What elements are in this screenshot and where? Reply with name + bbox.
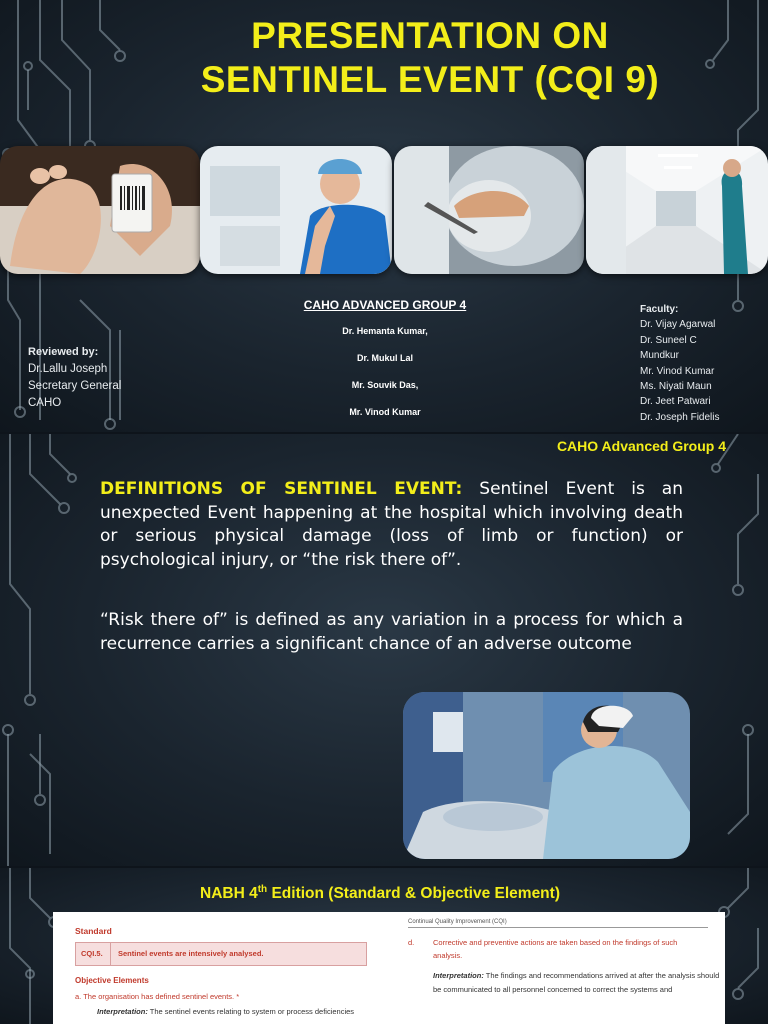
member-name: Mr. Vinod Kumar (349, 407, 421, 417)
title-line-1: PRESENTATION ON (251, 15, 609, 56)
faculty-line: Dr. Joseph Fidelis (640, 411, 720, 423)
circuit-decoration-right (698, 434, 768, 866)
objective-elements-label: Objective Elements (75, 976, 149, 985)
group-members-list (290, 318, 480, 426)
definition-text: Sentinel Event is an unexpected Event happening at the hospital which involving death or serious physical damage (loss of limb or function) or psychological injury, or “the risk there of”. (100, 479, 683, 570)
objective-item-a: a. The organisation has defined sentinel events. * (75, 992, 240, 1001)
nabh-standard-slide (0, 868, 768, 1024)
definition-paragraph (100, 478, 683, 572)
definition-keyword: DEFINITIONS OF SENTINEL EVENT: (100, 479, 463, 499)
reviewer-line: CAHO (28, 397, 62, 409)
nabh-title (120, 884, 640, 903)
reviewed-by-heading: Reviewed by: (28, 346, 99, 358)
interpretation-a (97, 1007, 377, 1016)
faculty-line: Mundkur (640, 350, 679, 362)
item-text: Corrective and preventive actions are taken based on the findings of such analysis. (433, 938, 678, 960)
faculty-block (640, 302, 760, 425)
document-running-header: Continual Quality Improvement (CQI) (408, 919, 708, 928)
interpretation-label: Interpretation: (97, 1007, 148, 1016)
item-letter: d. (408, 938, 415, 947)
nabh-title-prefix: NABH 4 (200, 885, 258, 903)
interpretation-text: The sentinel events relating to system or process deficiencies (147, 1007, 355, 1016)
faculty-line: Dr. Vijay Agarwal (640, 319, 716, 331)
standard-text: Sentinel events are intensively analysed. (118, 949, 264, 958)
faculty-line: Dr. Suneel C (640, 334, 697, 346)
nabh-title-suffix: Edition (Standard & Objective Element) (267, 885, 560, 903)
standard-label: Standard (75, 926, 112, 936)
standard-row (75, 942, 367, 966)
reviewer-line: Dr.Lallu Joseph (28, 363, 108, 375)
title-line-2: SENTINEL EVENT (CQI 9) (200, 59, 660, 100)
reviewer-line: Secretary General (28, 380, 122, 392)
nabh-title-superscript: th (257, 884, 268, 895)
risk-paragraph: “Risk there of” is defined as any variation in a process for which a recurrence carries a significant chance of an adverse outcome (100, 610, 683, 654)
group-heading: CAHO ADVANCED GROUP 4 (303, 298, 467, 312)
faculty-line: Dr. Jeet Patwari (640, 396, 711, 408)
foot-with-toe-tag-photo (0, 146, 200, 274)
interpretation-d (433, 969, 723, 997)
distressed-surgeon-photo (200, 146, 392, 274)
standard-code: CQI.5. (76, 943, 111, 965)
faculty-line: Ms. Niyati Maun (640, 381, 712, 393)
interpretation-label: Interpretation: (433, 971, 484, 980)
hospital-corridor-nurse-photo (586, 146, 768, 274)
member-name: Dr. Mukul Lal (356, 353, 413, 363)
presentation-title (90, 14, 768, 102)
standard-document-excerpt (53, 912, 725, 1024)
faculty-heading: Faculty: (640, 304, 679, 315)
faculty-line: Mr. Vinod Kumar (640, 365, 715, 377)
definition-slide (0, 434, 768, 866)
interpretation-text: The findings and recommendations arrived at after the analysis should be communicated to all personnel concerned to correct the systems and (433, 971, 720, 994)
member-name: Dr. Hemanta Kumar, (342, 326, 428, 336)
surgeon-with-scalpel-photo (394, 146, 584, 274)
objective-item-d (408, 936, 708, 962)
member-name: Mr. Souvik Das, (351, 380, 419, 390)
group-tag: CAHO Advanced Group 4 (556, 438, 726, 454)
reviewed-by-block (28, 344, 121, 412)
doctor-holding-head-beside-patient-photo (403, 692, 690, 859)
title-slide (0, 0, 768, 432)
